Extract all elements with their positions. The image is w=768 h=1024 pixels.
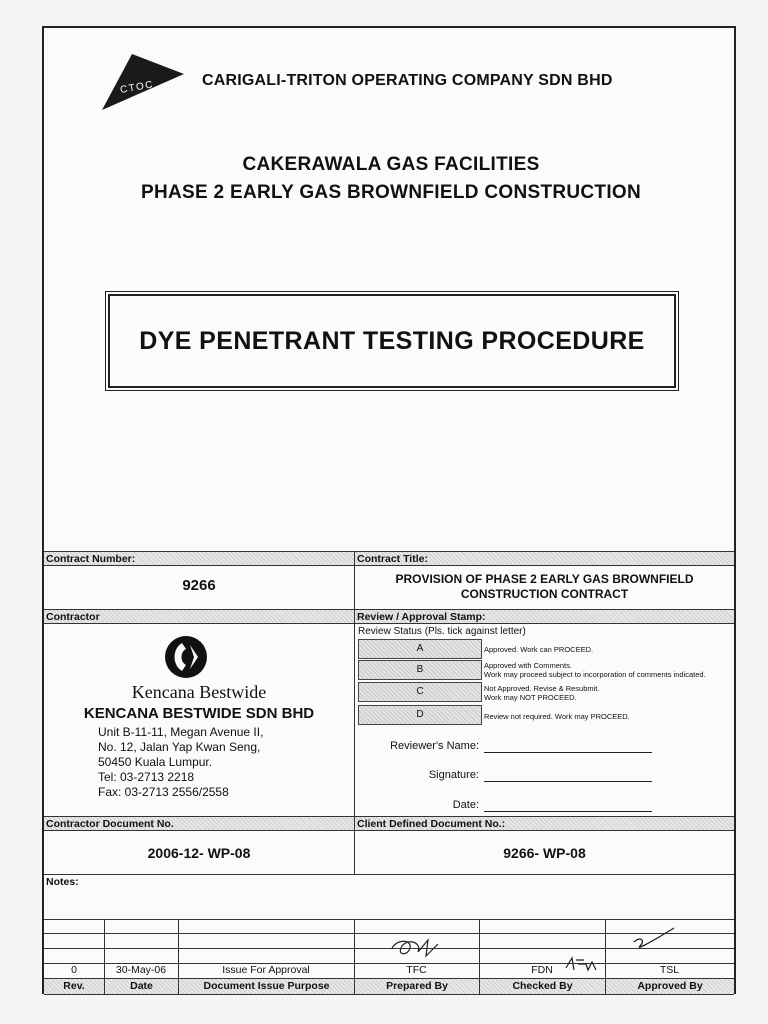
contractor-doc-no: 2006-12- WP-08 [147,845,251,861]
contractor-address-line2: No. 12, Jalan Yap Kwan Seng, [98,740,261,754]
ctoc-logo-text: CTOC [119,79,155,96]
client-doc-no: 9266- WP-08 [503,845,586,861]
contract-title-line2: CONSTRUCTION CONTRACT [460,587,629,601]
review-code-a-text: Approved. Work can PROCEED. [484,645,594,654]
kencana-logo-wordmark: Kencana Bestwide [131,682,267,702]
column-checked: Checked By [480,979,605,994]
review-code-b-text1: Approved with Comments. [484,661,572,670]
contractor-doc-label: Contractor Document No. [44,816,354,831]
contractor-fax: Fax: 03-2713 2556/2558 [98,785,229,799]
project-title-line2: PHASE 2 EARLY GAS BROWNFIELD CONSTRUCTION [140,182,641,203]
column-prepared: Prepared By [355,979,479,994]
document-title: DYE PENETRANT TESTING PROCEDURE [139,326,645,355]
contractor-tel: Tel: 03-2713 2218 [98,770,195,784]
rev-approved: TSL [659,964,680,976]
review-status-label: Review Status (Pls. tick against letter) [358,626,526,637]
review-code-b-text2: Work may proceed subject to incorporation of comments indicated. [484,670,706,679]
review-date-field[interactable] [484,811,652,812]
rev-number: 0 [71,964,77,976]
review-code-c-text1: Not Approved. Revise & Resubmit. [484,684,600,693]
project-title-line1: CAKERAWALA GAS FACILITIES [242,154,540,175]
contractor-address-line1: Unit B-11-11, Megan Avenue II, [98,725,264,739]
approved-signature [628,922,678,952]
contractor-name: KENCANA BESTWIDE SDN BHD [83,705,315,722]
contractor-address-line3: 50450 Kuala Lumpur. [98,755,213,769]
review-code-d-text: Review not required. Work may PROCEED. [484,712,630,721]
review-code-a[interactable]: A [358,639,482,659]
rev-date: 30-May-06 [115,964,167,976]
review-code-d[interactable]: D [358,705,482,725]
reviewer-name-field[interactable] [484,752,652,753]
reviewer-name-label: Reviewer's Name: [390,740,479,752]
review-code-c-text2: Work may NOT PROCEED. [484,693,577,702]
document-title-box [108,294,676,388]
column-rev: Rev. [44,979,104,994]
contract-number: 9266 [182,577,216,594]
review-code-c[interactable]: C [358,682,482,702]
rev-purpose: Issue For Approval [222,964,310,976]
signature-field[interactable] [484,781,652,782]
checked-signature [564,954,600,976]
review-date-label: Date: [452,799,479,811]
contractor-label: Contractor [44,609,354,624]
contract-title-label: Contract Title: [355,551,734,566]
ctoc-logo [92,54,184,112]
contract-number-label: Contract Number: [44,551,354,566]
notes-label: Notes: [46,876,79,888]
column-date: Date [105,979,178,994]
company-name: CARIGALI-TRITON OPERATING COMPANY SDN BHD [202,72,613,89]
review-code-b[interactable]: B [358,660,482,680]
prepared-signature [388,934,448,966]
column-approved: Approved By [606,979,734,994]
rev-prepared: TFC [406,964,427,976]
review-stamp-label: Review / Approval Stamp: [355,609,734,624]
column-purpose: Document Issue Purpose [179,979,354,994]
client-doc-label: Client Defined Document No.: [355,816,734,831]
kencana-logo-icon [164,635,208,679]
contract-title-line1: PROVISION OF PHASE 2 EARLY GAS BROWNFIELD [395,572,694,586]
signature-label: Signature: [428,769,479,781]
rev-checked: FDN [531,964,553,976]
document-page [42,26,736,994]
